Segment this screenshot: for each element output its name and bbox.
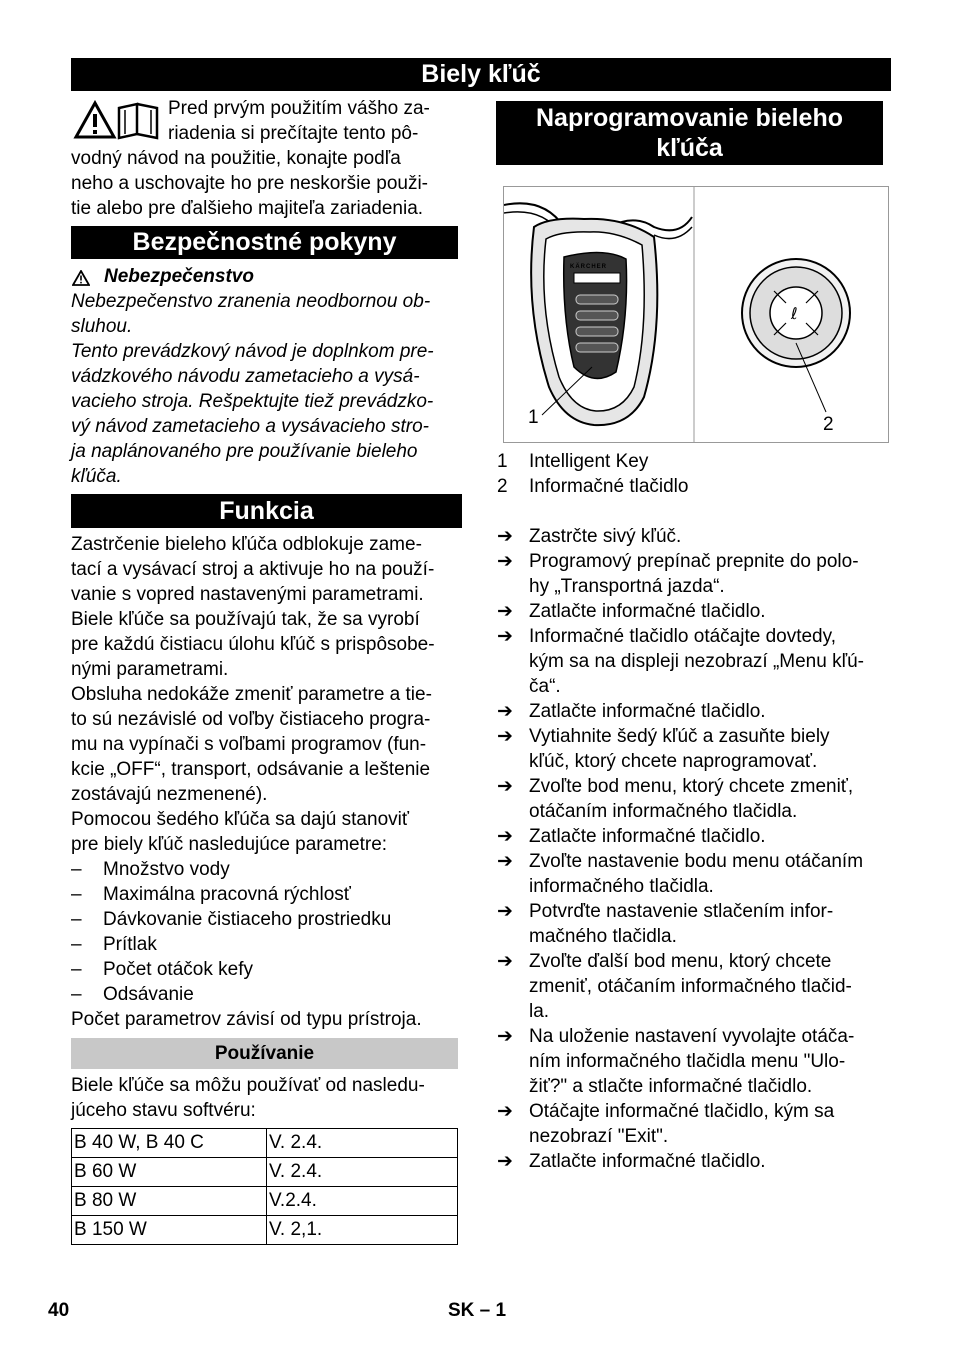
arrow-icon: ➔ [497,1026,513,1047]
table-row [72,1187,458,1216]
usage-line-1: Biele kľúče sa môžu používať od nasledu- [71,1075,425,1096]
function-heading: Funkcia [219,497,314,525]
programming-heading-line-1: Naprogramovanie bieleho [535,104,844,132]
step-line: hy „Transportná jazda“. [529,576,725,597]
step-line: žiť?" a stlačte informačné tlačidlo. [529,1076,813,1097]
legend-number: 1 [497,451,508,472]
function-line-11: zostávajú nezmenené). [71,784,268,805]
table-cell-model: B 40 W, B 40 C [72,1129,267,1158]
danger-label: Nebezpečenstvo [104,266,254,287]
list-item: Dávkovanie čistiaceho prostriedku [103,909,392,930]
callout-1: 1 [528,407,539,428]
safety-heading-bar [71,226,458,259]
step-line: Zvoľte bod menu, ktorý chcete zmeniť, [529,776,854,797]
list-dash: – [71,884,82,905]
page-title: Biely kľúč [421,60,541,88]
table-cell-version: V. 2.4. [267,1158,458,1187]
safety-line-1: Nebezpečenstvo zranenia neodbornou ob- [71,291,431,312]
key-figure [503,186,889,443]
function-line-2: tací a vysávací stroj a aktivuje ho na použí- [71,559,435,580]
step-line: informačného tlačidla. [529,876,714,897]
table-cell-version: V.2.4. [267,1187,458,1216]
arrow-icon: ➔ [497,726,513,747]
safety-line-6: vý návod zametacieho a vysávacieho stro- [71,416,430,437]
step-line: Otáčajte informačné tlačidlo, kým sa [529,1101,835,1122]
table-cell-version: V. 2,1. [267,1216,458,1245]
page-number: 40 [48,1300,70,1321]
arrow-icon: ➔ [497,1151,513,1172]
safety-line-2: sluhou. [71,316,133,337]
table-cell-version: V. 2.4. [267,1129,458,1158]
arrow-icon: ➔ [497,851,513,872]
list-item: Počet otáčok kefy [103,959,253,980]
callout-2: 2 [823,414,834,435]
function-line-8: to sú nezávislé od voľby čistiaceho progra- [71,709,431,730]
function-line-3: vanie s vopred nastavenými parametrami. [71,584,424,605]
step-line: kľúč, ktorý chcete naprogramovať. [529,751,818,772]
intro-line-4: neho a uschovajte ho pre neskoršie použi- [71,173,429,194]
function-line-6: nými parametrami. [71,659,229,680]
step-line: Na uloženie nastavení vyvolajte otáča- [529,1026,855,1047]
table-cell-model: B 60 W [72,1158,267,1187]
function-heading-bar [71,494,462,528]
table-row [72,1216,458,1245]
function-line-5: pre každú čistiacu úlohu kľúč s prispôsobe- [71,634,435,655]
legend-number: 2 [497,476,508,497]
usage-heading: Používanie [214,1043,315,1064]
usage-heading-bar [71,1038,458,1069]
list-dash: – [71,909,82,930]
step-line: Zastrčte sivý kľúč. [529,526,682,547]
function-line-7: Obsluha nedokáže zmeniť parametre a tie- [71,684,432,705]
arrow-icon: ➔ [497,776,513,797]
list-dash: – [71,934,82,955]
list-dash: – [71,859,82,880]
step-line: Zatlačte informačné tlačidlo. [529,701,766,722]
step-line: Informačné tlačidlo otáčajte dovtedy, [529,626,836,647]
arrow-icon: ➔ [497,1101,513,1122]
list-item: Odsávanie [103,984,194,1005]
section-label: SK – 1 [448,1300,507,1321]
step-line: mačného tlačidla. [529,926,677,947]
table-row [72,1129,458,1158]
function-line-13: pre biely kľúč nasledujúce parametre: [71,834,388,855]
function-line-9: mu na vypínači s voľbami programov (fun- [71,734,427,755]
step-line: Zvoľte nastavenie bodu menu otáčaním [529,851,864,872]
step-line: ča“. [529,676,561,697]
function-line-4: Biele kľúče sa používajú tak, že sa vyrobí [71,609,420,630]
list-item: Množstvo vody [103,859,230,880]
arrow-icon: ➔ [497,601,513,622]
safety-line-8: kľúča. [71,466,122,487]
arrow-icon: ➔ [497,526,513,547]
arrow-icon: ➔ [497,701,513,722]
legend-text: Intelligent Key [529,451,649,472]
programming-heading-bar [496,101,883,165]
step-line: zmeniť, otáčaním informačného tlačid- [529,976,852,997]
step-line: Zatlačte informačné tlačidlo. [529,826,766,847]
intro-line-5: tie alebo pre ďalšieho majiteľa zariadenia. [71,198,424,219]
table-cell-model: B 150 W [72,1216,267,1245]
arrow-icon: ➔ [497,901,513,922]
safety-heading: Bezpečnostné pokyny [132,228,397,256]
function-line-10: kcie „OFF“, transport, odsávanie a leštenie [71,759,431,780]
software-version-table [71,1128,458,1245]
intro-line-3: vodný návod na použitie, konajte podľa [71,148,401,169]
danger-triangle-icon [72,268,90,284]
step-line: la. [529,1001,550,1022]
arrow-icon: ➔ [497,951,513,972]
programming-heading-line-2: kľúča [656,134,723,162]
step-line: kým sa na displeji nezobrazí „Menu kľú- [529,651,865,672]
function-closing: Počet parametrov závisí od typu prístroja. [71,1009,422,1030]
brand-label: KÄRCHER [570,264,607,270]
list-item: Prítlak [103,934,157,955]
safety-line-5: vacieho stroja. Rešpektujte tiež prevádzko- [71,391,434,412]
step-line: Potvrďte nastavenie stlačením infor- [529,901,834,922]
step-line: Zvoľte ďalší bod menu, ktorý chcete [529,951,832,972]
function-line-1: Zastrčenie bieleho kľúča odblokuje zame- [71,534,422,555]
usage-line-2: júceho stavu softvéru: [71,1100,256,1121]
safety-line-4: vádzkového návodu zametacieho a vysá- [71,366,420,387]
step-line: otáčaním informačného tlačidla. [529,801,798,822]
list-item: Maximálna pracovná rýchlosť [103,884,351,905]
key-illustration [504,187,888,442]
warning-manual-icon [73,100,161,140]
step-line: nezobrazí "Exit". [529,1126,669,1147]
safety-line-7: ja naplánovaného pre používanie bieleho [71,441,418,462]
step-line: Vytiahnite šedý kľúč a zasuňte biely [529,726,830,747]
intro-line-1: Pred prvým použitím vášho za- [168,98,430,119]
intro-line-2: riadenia si prečítajte tento pô- [168,123,419,144]
arrow-icon: ➔ [497,626,513,647]
step-line: ním informačného tlačidla menu "Ulo- [529,1051,846,1072]
function-line-12: Pomocou šedého kľúča sa dajú stanoviť [71,809,409,830]
arrow-icon: ➔ [497,826,513,847]
table-row [72,1158,458,1187]
arrow-icon: ➔ [497,551,513,572]
step-line: Zatlačte informačné tlačidlo. [529,1151,766,1172]
step-line: Zatlačte informačné tlačidlo. [529,601,766,622]
svg-text:ℓ: ℓ [791,304,798,323]
safety-line-3: Tento prevádzkový návod je doplnkom pre- [71,341,434,362]
legend-text: Informačné tlačidlo [529,476,689,497]
list-dash: – [71,959,82,980]
list-dash: – [71,984,82,1005]
table-cell-model: B 80 W [72,1187,267,1216]
step-line: Programový prepínač prepnite do polo- [529,551,859,572]
page-title-bar [71,58,891,91]
